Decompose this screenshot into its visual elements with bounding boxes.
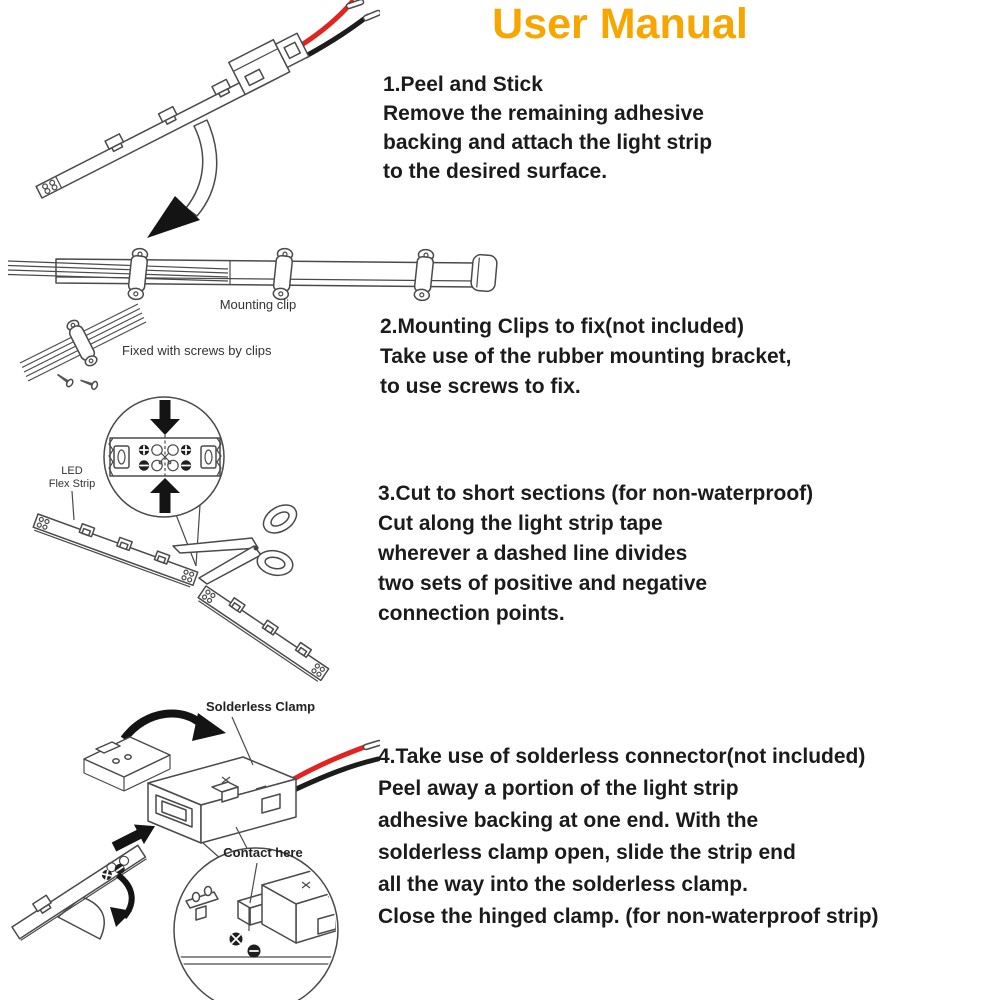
close-lid-arrowhead: [192, 713, 226, 741]
cut-arrow-up-icon: [160, 493, 171, 513]
screw-icon: [79, 377, 98, 391]
close-lid-arrow-icon: [124, 713, 202, 739]
peel-ribbon: [186, 120, 217, 216]
step-3-line: Cut along the light strip tape: [378, 512, 663, 535]
step-2-line: Take use of the rubber mounting bracket,: [380, 345, 792, 368]
step-1: [383, 70, 712, 186]
mounting-clip: [127, 248, 148, 300]
step-4-heading: 4.Take use of solderless connector(not included): [378, 745, 866, 768]
fixed-with-screws-label: Fixed with screws by clips: [122, 343, 272, 358]
step-2-line: to use screws to fix.: [380, 375, 581, 398]
step-3-heading: 3.Cut to short sections (for non-waterproof): [378, 482, 814, 505]
step-4-line: Close the hinged clamp. (for non-waterproof strip): [378, 905, 879, 928]
figure-solderless-connector: [0, 695, 380, 1000]
mounting-clip-label: Mounting clip: [219, 297, 297, 312]
step-1-heading: 1.Peel and Stick: [383, 73, 543, 96]
step-1-line: to the desired surface.: [383, 160, 608, 183]
step-4-line: adhesive backing at one end. With the: [378, 809, 759, 832]
step-2: [380, 312, 792, 402]
figure-cut-sections: [10, 390, 370, 690]
clamp-body: [148, 757, 296, 843]
step-4-line: solderless clamp open, slide the strip end: [378, 841, 796, 864]
led-flex-strip-b: [197, 581, 332, 682]
end-cap: [470, 254, 497, 292]
step-1-line: backing and attach the light strip: [383, 131, 713, 154]
strip-connector: [229, 29, 311, 95]
solderless-clamp-label: Solderless Clamp: [206, 699, 316, 714]
step-2-heading: 2.Mounting Clips to fix(not included): [380, 315, 744, 338]
step-3-line: wherever a dashed line divides: [378, 542, 688, 565]
figure-peel-and-stick: [0, 0, 380, 250]
mounting-clip: [413, 249, 434, 301]
led-flex-strip-label: Flex Strip: [48, 478, 96, 490]
contact-here-label: Contact here: [223, 845, 303, 860]
red-wire: [300, 2, 352, 46]
step-1-line: Remove the remaining adhesive: [383, 102, 704, 125]
screw-icon: [55, 371, 74, 388]
step-3: [378, 479, 813, 629]
led-strip: [26, 29, 311, 198]
step-3-line: two sets of positive and negative: [378, 572, 708, 595]
page-title: User Manual: [492, 0, 748, 48]
step-3-line: connection points.: [378, 602, 565, 625]
led-flex-strip-label: LED: [61, 465, 83, 477]
step-4-line: Peel away a portion of the light strip: [378, 777, 739, 800]
cut-arrow-down-icon: [160, 400, 171, 419]
step-4-line: all the way into the solderless clamp.: [378, 873, 748, 896]
mounting-clip: [272, 248, 293, 300]
step-4: [378, 741, 879, 933]
